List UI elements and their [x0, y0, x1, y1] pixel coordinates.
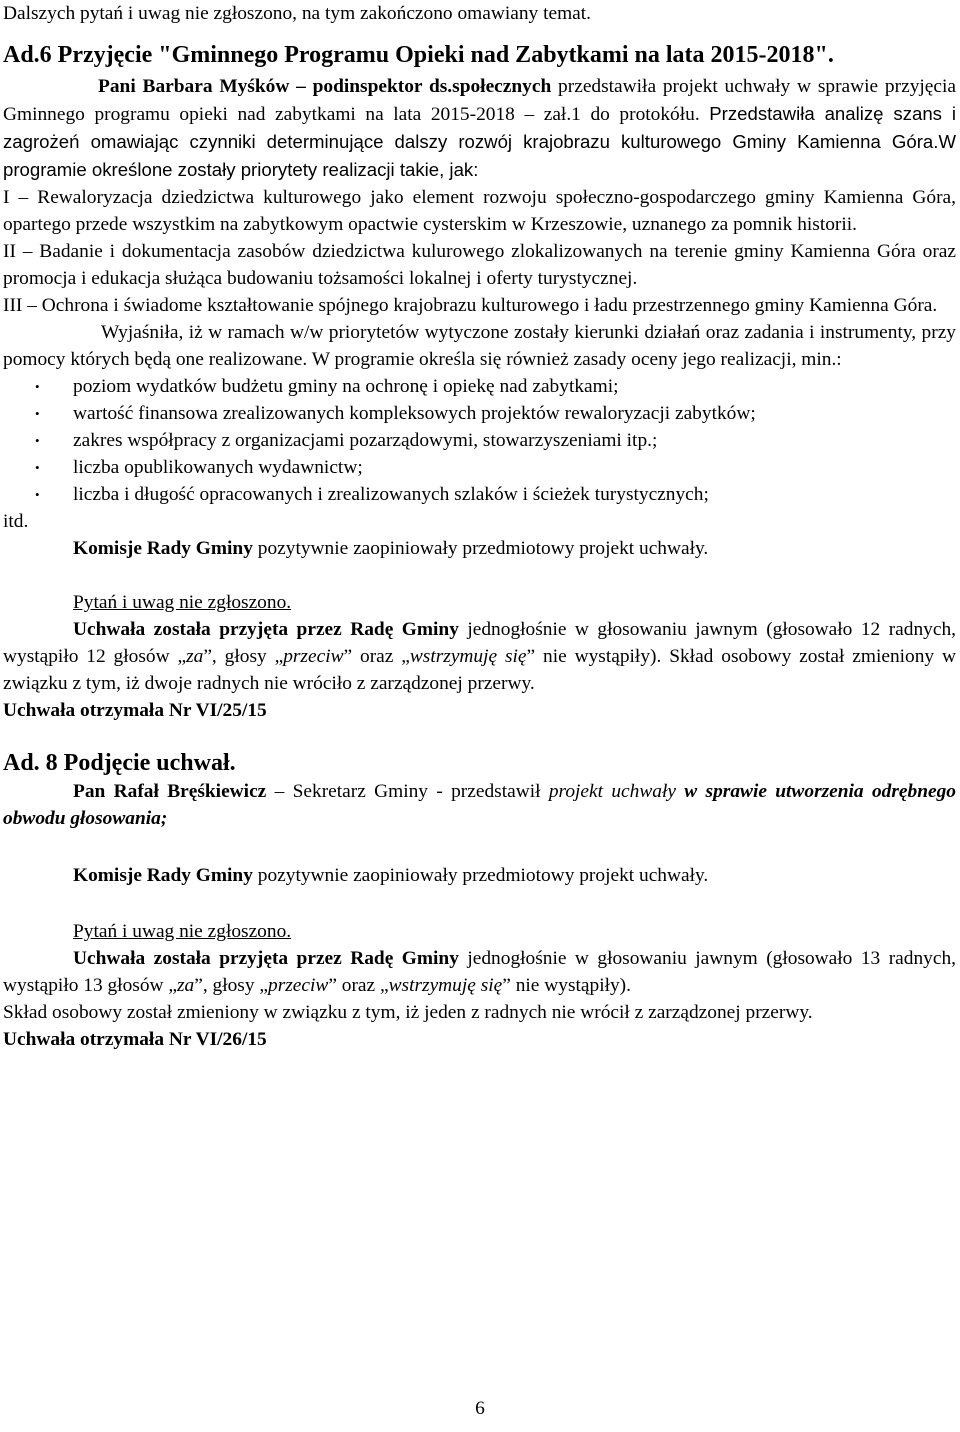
item8-resolution-text-4: ” nie wystąpiły).	[502, 975, 631, 996]
item8-resolution-text-3: ” oraz „	[328, 975, 389, 996]
list-item: • zakres współpracy z organizacjami pozarządowymi, stowarzyszeniami itp.;	[3, 427, 956, 454]
item8-vote-przeciw: przeciw	[268, 975, 329, 996]
item6-committee	[3, 535, 956, 562]
item8-committee-text: pozytywnie zaopiniowały przedmiotowy projekt uchwały.	[252, 865, 709, 886]
item6-resolution	[3, 616, 956, 697]
item6-vote-wstrzymuje: wstrzymuję się	[409, 646, 527, 667]
item8-composition: Skład osobowy został zmieniony w związku z tym, iż jeden z radnych nie wrócił z zarządzonej przerwy.	[3, 1002, 813, 1023]
item6-resolution-text-2: ”, głosy „	[203, 646, 284, 667]
list-item: • wartość finansowa zrealizowanych kompleksowych projektów rewaloryzacji zabytków;	[3, 400, 956, 427]
item6-presentation	[3, 73, 956, 184]
item8-vote-za: za	[176, 975, 195, 996]
evaluation-criteria-list	[3, 373, 956, 508]
item6-presenter: Pani Barbara Myśków – podinspektor ds.społecznych	[98, 76, 552, 97]
item8-committee-bold: Komisje Rady Gminy	[73, 865, 253, 886]
item6-resolution-text-1: jednogłośnie w głosowaniu jawnym (głosowało 12 radnych, wystąpiło 12 głosów „	[3, 619, 956, 667]
item8-resolution-text-1: jednogłośnie w głosowaniu jawnym (głosowało 13 radnych, wystąpiło 13 głosów „	[3, 948, 956, 996]
item6-no-questions-text: Pytań i uwag nie zgłoszono.	[73, 592, 292, 613]
item6-resolution-text-3: ” oraz „	[343, 646, 410, 667]
item6-no-questions	[3, 589, 956, 616]
item6-heading: Ad.6 Przyjęcie "Gminnego Programu Opieki nad Zabytkami na lata 2015-2018".	[3, 42, 834, 68]
item6-explanation: Wyjaśniła, iż w ramach w/w priorytetów wytyczone zostały kierunki działań oraz zadania i instrumenty, przy pomocy których będą one realizowane. W programie określa się również zasady oceny jego realizacji, min.:	[3, 322, 956, 370]
item8-committee	[3, 862, 956, 889]
item8-heading: Ad. 8 Podjęcie uchwał.	[3, 750, 236, 776]
item8-no-questions	[3, 918, 956, 945]
item6-resolution-bold: Uchwała została przyjęta przez Radę Gminy	[73, 619, 459, 640]
item6-resolution-number: Uchwała otrzymała Nr VI/25/15	[3, 700, 267, 721]
item6-committee-text: pozytywnie zaopiniowały przedmiotowy projekt uchwały.	[252, 538, 709, 559]
item8-resolution-text-2: ”, głosy „	[194, 975, 268, 996]
item6-resolution-text-4: ” nie wystąpiły). Skład osobowy został zmieniony w związku z tym, iż dwoje radnych nie wróciło z zarządzonej przerwy.	[3, 646, 957, 694]
item8-resolution	[3, 945, 956, 999]
intro-line: Dalszych pytań i uwag nie zgłoszono, na tym zakończono omawiany temat.	[3, 3, 592, 24]
priority-3: III – Ochrona i świadome kształtowanie spójnego krajobrazu kulturowego i ładu przestrzennego gminy Kamienna Góra.	[3, 295, 938, 316]
item8-presenter: Pan Rafał Bręśkiewicz	[73, 781, 267, 802]
item8-project-italic: projekt uchwały	[548, 781, 685, 802]
item8-vote-wstrzymuje: wstrzymuję się	[388, 975, 503, 996]
item8-resolution-bold: Uchwała została przyjęta przez Radę Gminy	[73, 948, 459, 969]
item6-vote-przeciw: przeciw	[283, 646, 344, 667]
list-item: • liczba opublikowanych wydawnictw;	[3, 454, 956, 481]
item8-project-title: w sprawie utworzenia odrębnego obwodu głosowania;	[3, 781, 956, 829]
item6-vote-za: za	[186, 646, 204, 667]
item6-priorities-intro: W programie określone zostały priorytety realizacji takie, jak:	[3, 131, 956, 180]
page-number: 6	[475, 1398, 485, 1419]
document-page	[3, 0, 956, 1053]
item8-presentation	[3, 778, 956, 832]
list-item: • liczba i długość opracowanych i zrealizowanych szlaków i ścieżek turystycznych;	[3, 481, 956, 508]
itd-text: itd.	[3, 511, 29, 532]
priority-1: I – Rewaloryzacja dziedzictwa kulturowego jako element rozwoju społeczno-gospodarczego gminy Kamienna Góra, opartego przede wszystkim na zabytkowym opactwie cysterskim w Krzeszowie, uznanego za pomnik historii.	[3, 187, 956, 235]
item8-presenter-text: – Sekretarz Gminy - przedstawił	[266, 781, 549, 802]
list-item: • poziom wydatków budżetu gminy na ochronę i opiekę nad zabytkami;	[3, 373, 956, 400]
item6-presenter-text: przedstawiła projekt uchwały w sprawie przyjęcia Gminnego programu opieki nad zabytkami na lata 2015-2018 – zał.1 do protokółu.	[3, 76, 956, 125]
item6-committee-bold: Komisje Rady Gminy	[73, 538, 253, 559]
item6-analysis: Przedstawiła analizę szans i zagrożeń omawiając czynniki determinujące dalszy rozwój krajobrazu kulturowego Gminy Kamienna Góra.	[3, 103, 956, 152]
item8-no-questions-text: Pytań i uwag nie zgłoszono.	[73, 921, 292, 942]
item8-resolution-number: Uchwała otrzymała Nr VI/26/15	[3, 1029, 267, 1050]
priority-2: II – Badanie i dokumentacja zasobów dziedzictwa kulurowego zlokalizowanych na terenie gminy Kamienna Góra oraz promocja i edukacja służąca budowaniu tożsamości lokalnej i oferty turystycznej.	[3, 241, 956, 289]
